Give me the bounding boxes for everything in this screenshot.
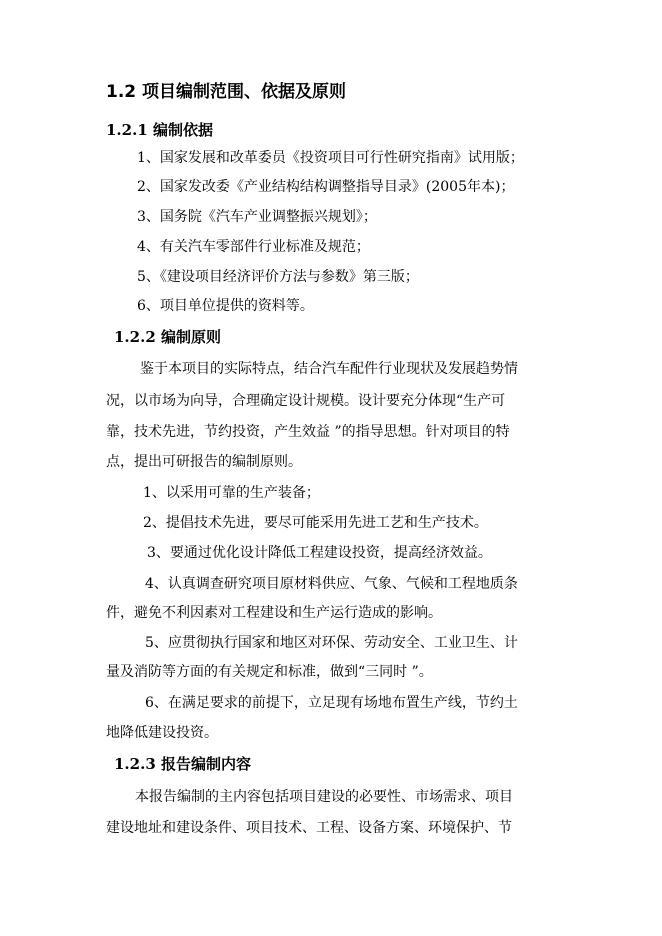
basis-item: 6、项目单位提供的资料等。 [137, 298, 314, 314]
principles-item-line: 地降低建设投资。 [106, 725, 218, 741]
basis-item: 5、《建设项目经济评价方法与参数》第三版； [137, 269, 419, 285]
principles-item-line: 5、应贯彻执行国家和地区对环保、劳动安全、工业卫生、计 [145, 635, 518, 651]
principles-item-line: 1、以采用可靠的生产装备； [143, 485, 320, 501]
basis-item: 3、国务院《汽车产业调整振兴规划》； [137, 209, 377, 225]
principles-intro-line: 况，以市场为向导，合理确定设计规模。设计要充分体现“生产可 [106, 393, 506, 409]
content-heading: 1.2.3 报告编制内容 [114, 755, 251, 773]
basis-item: 4、有关汽车零部件行业标准及规范； [137, 239, 370, 255]
principles-item-line: 量及消防等方面的有关规定和标准，做到“三同时 ”。 [106, 664, 433, 680]
basis-item: 2、国家发改委《产业结构结构调整指导目录》(2005年本)； [137, 179, 515, 195]
principles-heading: 1.2.2 编制原则 [114, 328, 221, 346]
content-line: 本报告编制的主内容包括项目建设的必要性、市场需求、项目 [135, 789, 513, 805]
basis-heading: 1.2.1 编制依据 [106, 121, 213, 139]
content-line: 建设地址和建设条件、项目技术、工程、设备方案、环境保护、节 [106, 820, 512, 836]
principles-item-line: 2、提倡技术先进，要尽可能采用先进工艺和生产技术。 [143, 515, 488, 531]
principles-item-line: 3、要通过优化设计降低工程建设投资，提高经济效益。 [147, 545, 492, 561]
principles-item-line: 4、认真调查研究项目原材料供应、气象、气候和工程地质条 [145, 576, 518, 592]
page-title: 1.2 项目编制范围、依据及原则 [106, 82, 347, 102]
principles-item-line: 件，避免不利因素对工程建设和生产运行造成的影响。 [106, 605, 442, 621]
principles-intro-line: 鉴于本项目的实际特点，结合汽车配件行业现状及发展趋势情 [140, 361, 518, 377]
principles-intro-line: 点，提出可研报告的编制原则。 [106, 454, 302, 470]
principles-item-line: 6、在满足要求的前提下，立足现有场地布置生产线，节约土 [145, 695, 518, 711]
basis-item: 1、国家发展和改革委员《投资项目可行性研究指南》试用版； [137, 150, 524, 166]
principles-intro-line: 靠，技术先进，节约投资，产生效益 ”的指导思想。针对项目的特 [106, 424, 510, 440]
